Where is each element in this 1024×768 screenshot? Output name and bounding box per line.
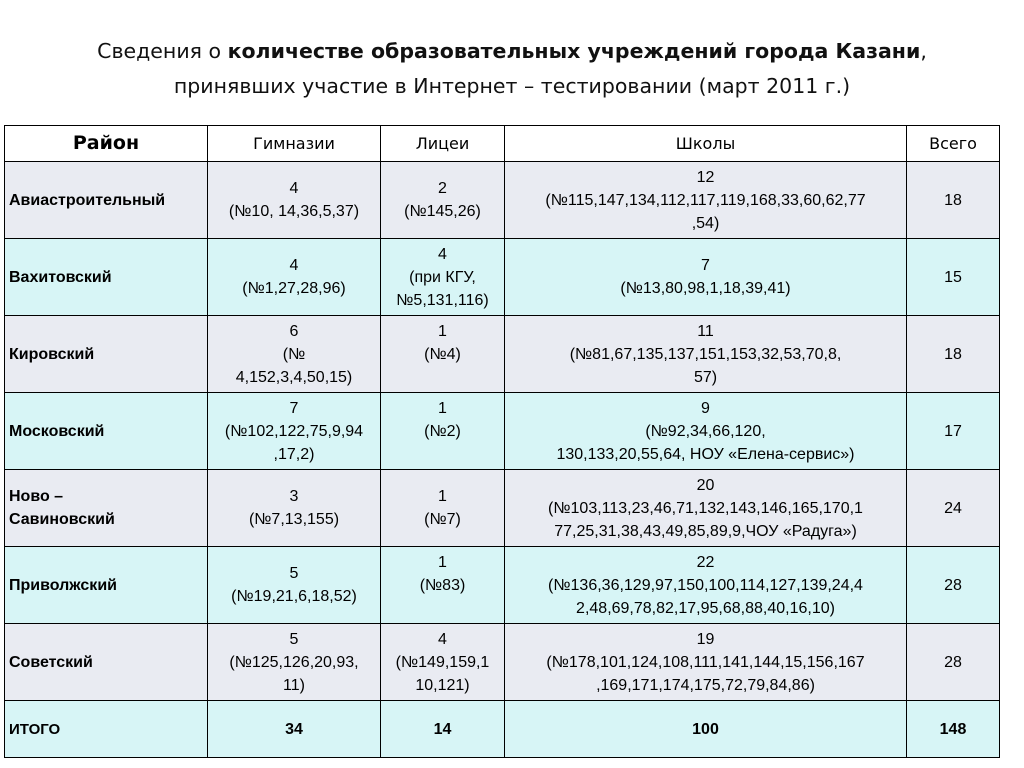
cell-lyceums [381,470,505,547]
gymnasiums-line: (№ [282,345,306,363]
cell-schools [505,624,907,701]
cell-schools [505,470,907,547]
schools-line: 12 [696,168,715,186]
lyceums-line: (№83) [419,576,466,594]
cell-district [5,470,208,547]
gymnasiums-line: 4,152,3,4,50,15) [235,368,353,386]
schools-line: 20 [696,476,715,494]
schools-line: 9 [701,399,710,417]
schools-line: 7 [701,257,710,274]
schools-line: (№115,147,134,112,117,119,168,33,60,62,77 [545,191,866,209]
district-line: Вахитовский [9,268,112,286]
schools-table [4,125,1000,758]
cell-schools [505,393,907,470]
title-prefix: Сведения о [97,39,228,63]
lyceums-line: №5,131,116) [396,291,489,309]
table-row [5,316,1000,393]
lyceums-line: (№7) [424,511,461,528]
cell-gymnasiums [208,470,381,547]
table-row [5,624,1000,701]
lyceums-line: 1 [438,553,447,571]
gymnasiums-line: ,17,2) [273,445,315,463]
cell-schools [505,316,907,393]
schools-line: 19 [696,630,715,648]
schools-line: 2,48,69,78,82,17,95,68,88,40,16,10) [576,599,835,617]
schools-line: (№13,80,98,1,18,39,41) [620,280,791,297]
cell-total: 28 [907,624,1000,701]
schools-line: (№103,113,23,46,71,132,143,146,165,170,1 [548,499,863,517]
table-row [5,239,1000,316]
header-district: Район [5,126,208,162]
schools-line: (№178,101,124,108,111,141,144,15,156,167 [546,653,865,671]
lyceums-line: (при КГУ, [409,268,476,286]
cell-gymnasiums [208,162,381,239]
cell-gymnasiums [208,316,381,393]
lyceums-line: 2 [438,180,447,197]
gymnasiums-line: (№19,21,6,18,52) [231,588,357,605]
totals-total: 148 [907,701,1000,758]
lyceums-line: (№2) [424,422,461,440]
table-row [5,470,1000,547]
totals-lyceums: 14 [381,701,505,758]
cell-lyceums [381,547,505,624]
cell-lyceums [381,624,505,701]
lyceums-line: 1 [438,322,447,340]
cell-schools [505,162,907,239]
gymnasiums-line: 5 [289,565,299,582]
gymnasiums-line: 4 [289,180,299,197]
header-total: Всего [907,126,1000,162]
cell-lyceums [381,316,505,393]
title-line-2: принявших участие в Интернет – тестировании (март 2011 г.) [173,74,851,98]
gymnasiums-line: (№7,13,155) [248,511,340,528]
cell-gymnasiums [208,393,381,470]
table-row [5,162,1000,239]
schools-line: (№136,36,129,97,150,100,114,127,139,24,4 [548,576,863,594]
lyceums-line: 1 [438,488,447,505]
cell-total: 18 [907,162,1000,239]
cell-lyceums [381,239,505,316]
cell-total: 28 [907,547,1000,624]
lyceums-line: (№4) [424,345,461,363]
schools-line: 11 [697,322,714,340]
lyceums-line: 1 [438,399,447,417]
lyceums-line: (№149,159,1 [395,653,490,671]
lyceums-line: 4 [438,630,447,648]
header-row [5,126,1000,162]
district-line: Московский [9,422,105,440]
schools-line: ,54) [691,214,720,232]
cell-schools [505,547,907,624]
page-title [0,34,1024,104]
cell-lyceums [381,162,505,239]
lyceums-line: 4 [438,245,447,263]
schools-line: 57) [693,368,718,386]
lyceums-line [383,597,502,620]
cell-gymnasiums [208,239,381,316]
schools-line: (№81,67,135,137,151,153,32,53,70,8, [569,345,842,363]
title-suffix: , [920,39,927,63]
cell-gymnasiums [208,624,381,701]
cell-gymnasiums [208,547,381,624]
gymnasiums-line: (№102,122,75,9,94 [224,422,364,440]
district-line: Ново – [9,488,64,505]
totals-label: ИТОГО [5,701,208,758]
table-row [5,393,1000,470]
cell-schools [505,239,907,316]
title-line-1 [0,34,1024,69]
cell-district [5,162,208,239]
cell-total: 24 [907,470,1000,547]
totals-gymnasiums: 34 [208,701,381,758]
district-line: Авиастроительный [9,191,166,209]
cell-total: 17 [907,393,1000,470]
title-bold: количестве образовательных учреждений города Казани [227,39,921,63]
gymnasiums-line: 6 [289,322,299,340]
lyceums-line [383,443,502,466]
cell-total: 15 [907,239,1000,316]
gymnasiums-line: 7 [289,399,299,417]
gymnasiums-line: 11) [283,676,305,694]
cell-district [5,624,208,701]
district-line: Приволжский [9,576,117,594]
header-gymnasiums: Гимназии [208,126,381,162]
gymnasiums-line: 5 [289,630,299,648]
gymnasiums-line: 3 [289,488,299,505]
schools-line: (№92,34,66,120, [645,422,766,440]
district-line: Советский [9,653,93,671]
lyceums-line: (№145,26) [404,203,481,220]
cell-lyceums [381,393,505,470]
lyceums-line [383,366,502,389]
cell-district [5,547,208,624]
district-line: Кировский [9,345,95,363]
district-line: Савиновский [9,511,115,528]
gymnasiums-line: (№1,27,28,96) [242,280,346,297]
gymnasiums-line: 4 [289,257,299,274]
cell-total: 18 [907,316,1000,393]
header-lyceums: Лицеи [381,126,505,162]
schools-line: 77,25,31,38,43,49,85,89,9,ЧОУ «Радуга») [554,522,857,540]
table-row [5,547,1000,624]
cell-district [5,393,208,470]
gymnasiums-line: (№10, 14,36,5,37) [228,203,360,220]
schools-line: 130,133,20,55,64, НОУ «Елена-сервис») [556,445,855,463]
totals-schools: 100 [505,701,907,758]
gymnasiums-line: (№125,126,20,93, [229,653,359,671]
header-schools: Школы [505,126,907,162]
schools-line: 22 [696,553,715,571]
cell-district [5,316,208,393]
totals-row [5,701,1000,758]
lyceums-line: 10,121) [415,676,470,694]
schools-line: ,169,171,174,175,72,79,84,86) [596,676,815,694]
cell-district [5,239,208,316]
